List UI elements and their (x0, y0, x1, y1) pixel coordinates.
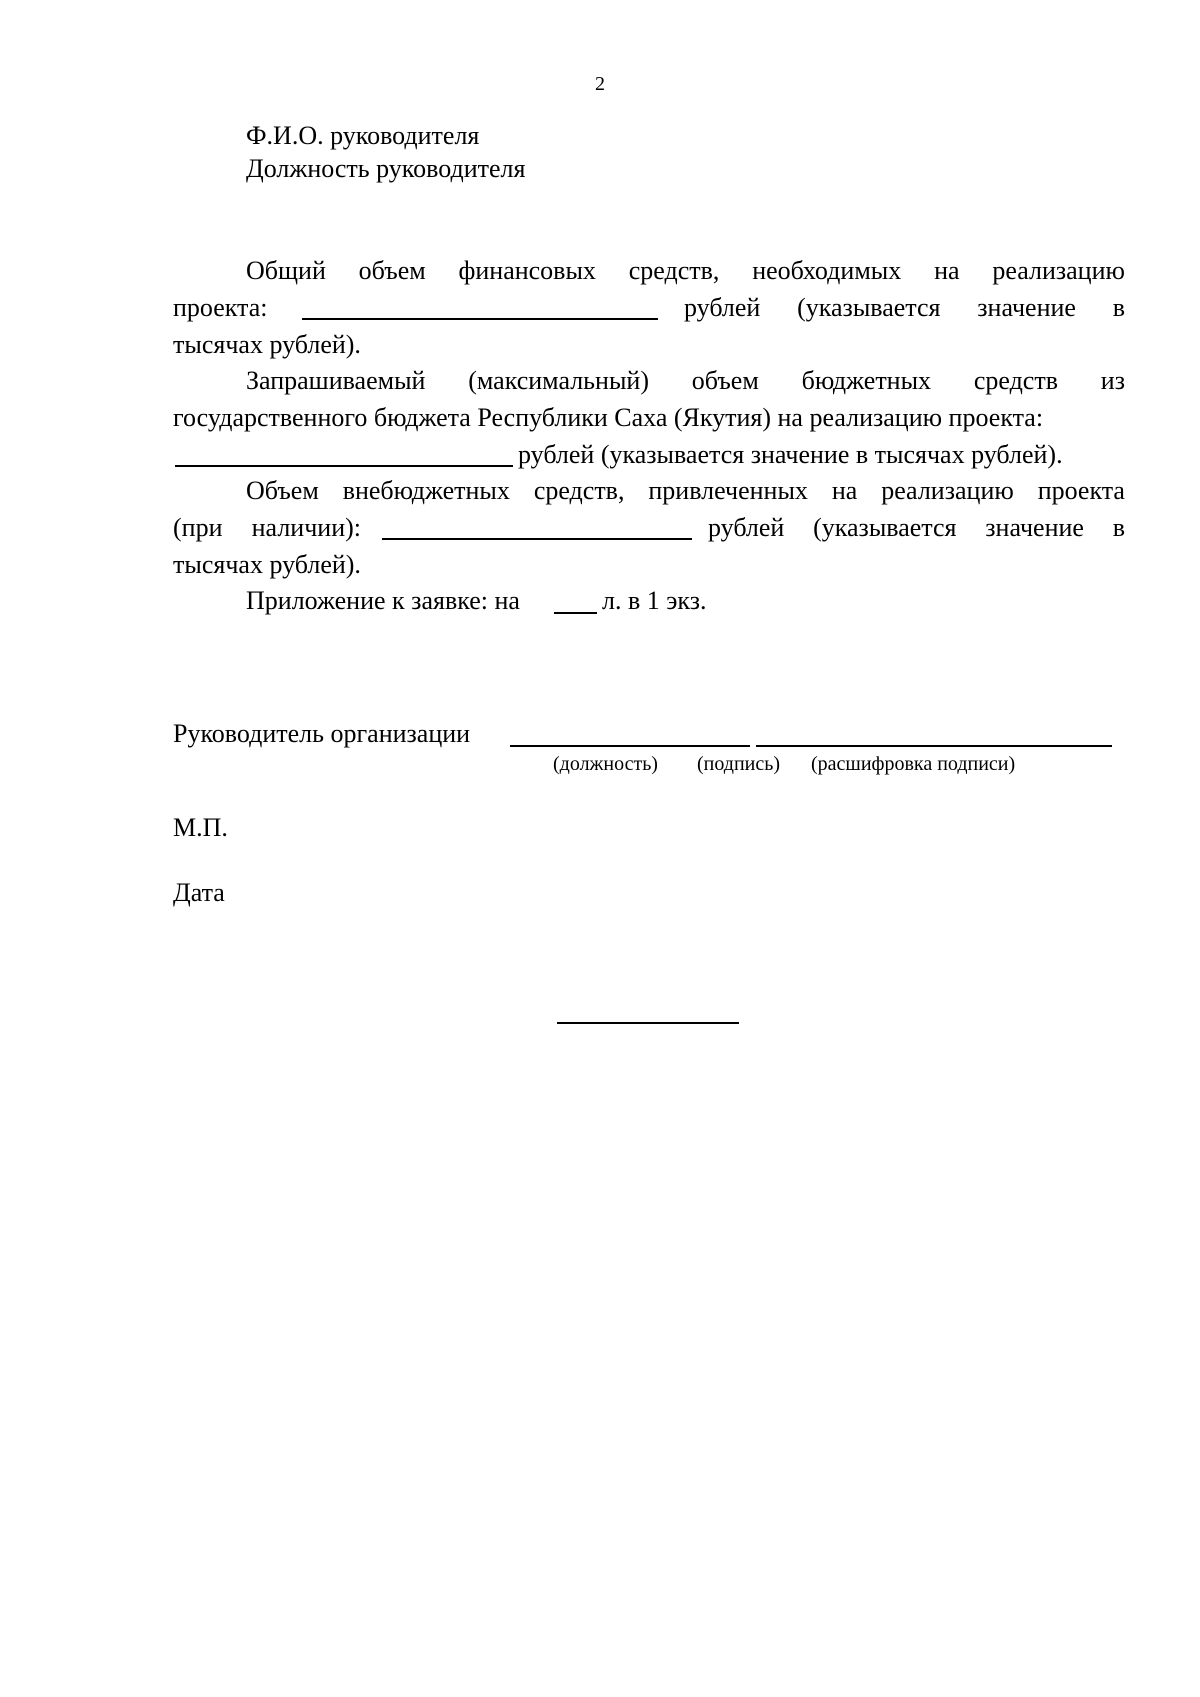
extrabudgetary-funds-line1: Объем внебюджетных средств, привлеченных на реализацию проекта (246, 476, 1125, 505)
page-number: 2 (595, 73, 605, 95)
requested-funds-amount-field[interactable] (175, 465, 513, 467)
extrabudgetary-funds-line2-end: рублей (указывается значение в (708, 513, 1125, 542)
signature-label: Руководитель организации (173, 719, 471, 748)
caption-signature: (подпись) (697, 753, 781, 775)
attachment-suffix: л. в 1 экз. (602, 586, 707, 615)
caption-position: (должность) (553, 753, 658, 775)
attachment-pages-field[interactable] (554, 612, 597, 614)
extrabudgetary-funds-amount-field[interactable] (382, 538, 692, 540)
extrabudgetary-funds-line2-start: (при наличии): (173, 513, 361, 542)
requested-funds-line2: государственного бюджета Республики Саха (Якутия) на реализацию проекта: (173, 403, 1044, 432)
total-funds-line1: Общий объем финансовых средств, необходимых на реализацию (246, 256, 1125, 285)
extrabudgetary-funds-line3: тысячах рублей). (173, 550, 361, 579)
head-position-label: Должность руководителя (246, 154, 526, 183)
requested-funds-line3-end: рублей (указывается значение в тысячах рублей). (518, 440, 1063, 469)
total-funds-line2-start: проекта: (173, 293, 268, 322)
total-funds-line3: тысячах рублей). (173, 330, 361, 359)
total-funds-amount-field[interactable] (302, 318, 658, 320)
attachment-prefix: Приложение к заявке: на (246, 586, 520, 615)
stamp-label: М.П. (173, 813, 228, 842)
requested-funds-line1: Запрашиваемый (максимальный) объем бюджетных средств из (246, 366, 1125, 395)
date-label: Дата (173, 878, 225, 907)
head-name-label: Ф.И.О. руководителя (246, 121, 480, 150)
total-funds-line2-end: рублей (указывается значение в (684, 293, 1125, 322)
signature-field[interactable] (756, 745, 1112, 747)
caption-decoding: (расшифровка подписи) (811, 753, 1016, 775)
position-field[interactable] (510, 745, 750, 747)
end-of-document-rule (557, 1022, 739, 1024)
